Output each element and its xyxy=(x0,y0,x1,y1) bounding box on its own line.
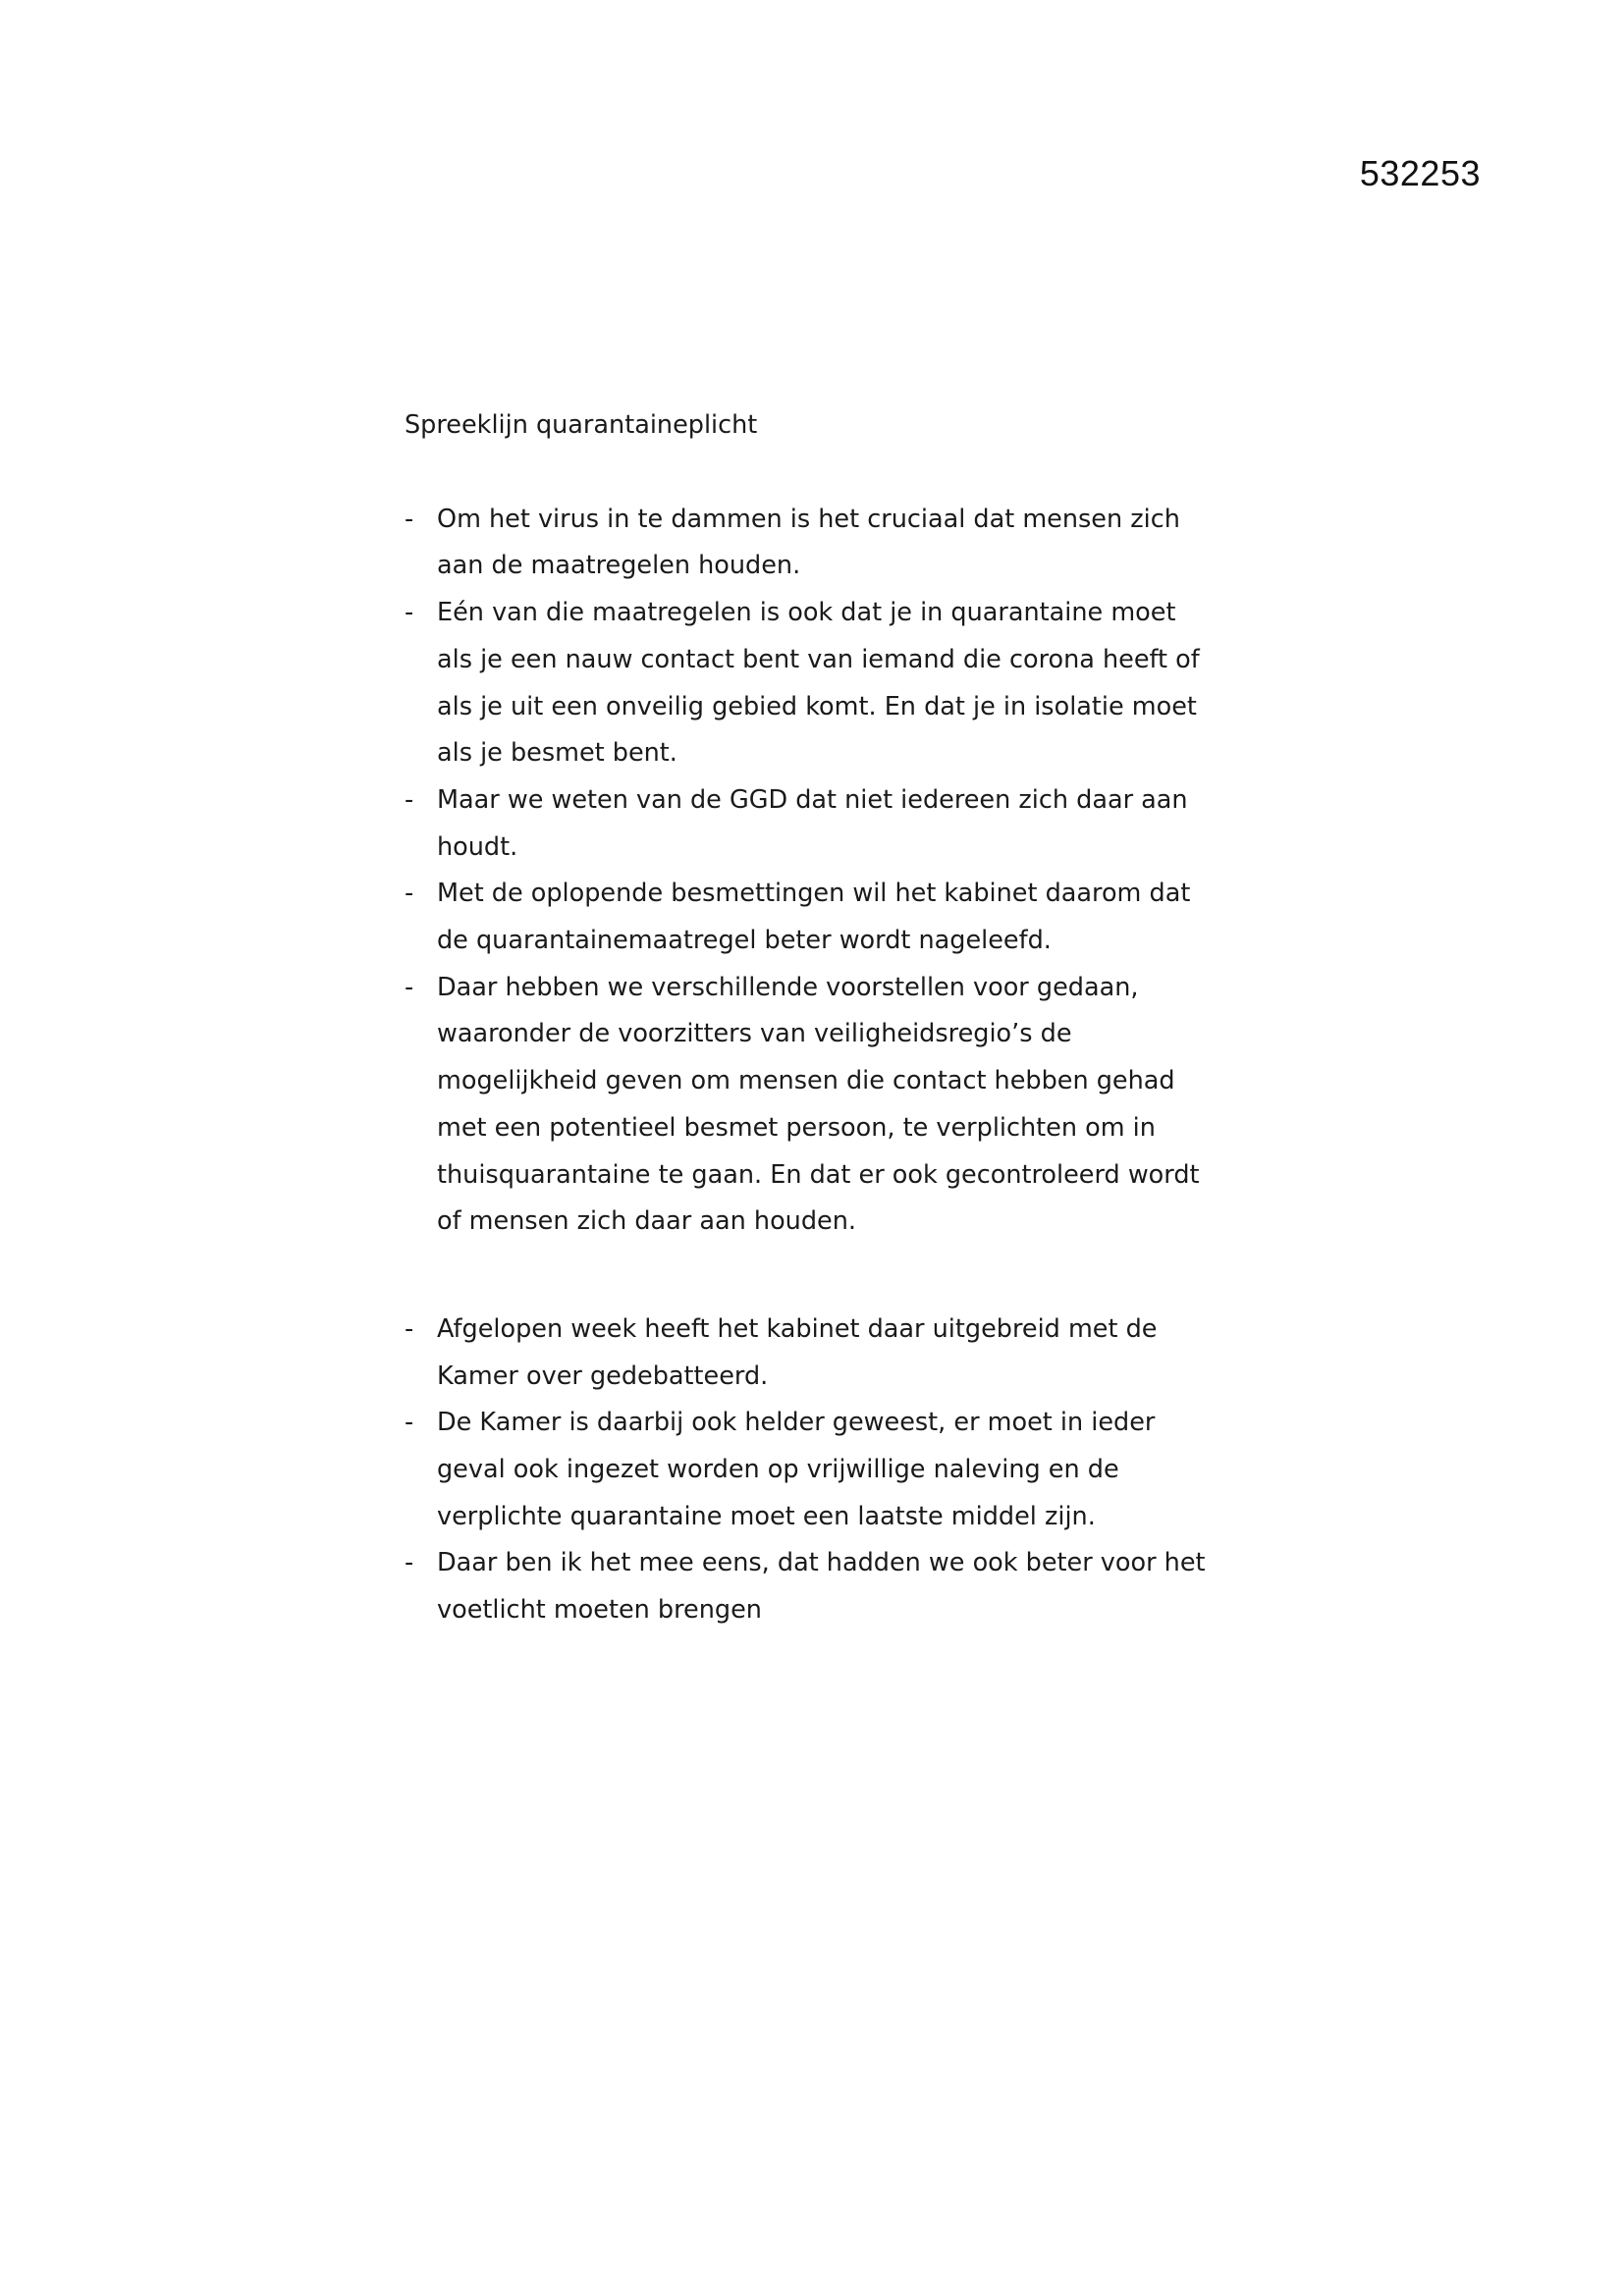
text-line: Maar we weten van de GGD dat niet iedereen zich daar aan xyxy=(437,784,1188,815)
list-item xyxy=(405,871,1249,964)
document-body xyxy=(405,402,1249,1634)
text-line: Met de oplopende besmettingen wil het kabinet daarom dat xyxy=(437,879,1191,909)
text-line: De Kamer is daarbij ook helder geweest, er moet in ieder xyxy=(437,1408,1156,1438)
bullet-dash: - xyxy=(405,972,414,1002)
text-line: als je uit een onveilig gebied komt. En dat je in isolatie moet xyxy=(437,691,1197,721)
bullet-dash: - xyxy=(405,1313,414,1344)
text-line: Eén van die maatregelen is ook dat je in quarantaine moet xyxy=(437,598,1176,628)
text-line: of mensen zich daar aan houden. xyxy=(437,1206,856,1237)
text-line: als je besmet bent. xyxy=(437,738,677,769)
text-line: Kamer over gedebatteerd. xyxy=(437,1361,769,1391)
text-line: Om het virus in te dammen is het cruciaal dat mensen zich xyxy=(437,504,1180,534)
list-item xyxy=(405,1307,1249,1400)
list-item xyxy=(405,1400,1249,1540)
text-line: Daar hebben we verschillende voorstellen voor gedaan, xyxy=(437,972,1139,1002)
text-line: geval ook ingezet worden op vrijwillige naleving en de xyxy=(437,1455,1119,1485)
text-line: als je een nauw contact bent van iemand die corona heeft of xyxy=(437,644,1200,674)
text-line: voetlicht moeten brengen xyxy=(437,1595,762,1626)
text-line: thuisquarantaine te gaan. En dat er ook gecontroleerd wordt xyxy=(437,1159,1200,1190)
text-line: mogelijkheid geven om mensen die contact hebben gehad xyxy=(437,1066,1175,1096)
list-item xyxy=(405,497,1249,590)
text-line: houdt. xyxy=(437,831,518,862)
text-line: aan de maatregelen houden. xyxy=(437,551,801,581)
bullet-dash: - xyxy=(405,504,414,534)
text-line: de quarantainemaatregel beter wordt nageleefd. xyxy=(437,926,1052,956)
bullet-list-section-2 xyxy=(405,1307,1249,1634)
bullet-list-section-1 xyxy=(405,497,1249,1246)
list-item xyxy=(405,1540,1249,1633)
text-line: met een potentieel besmet persoon, te verplichten om in xyxy=(437,1112,1156,1143)
text-line: waaronder de voorzitters van veiligheidsregio’s de xyxy=(437,1019,1072,1049)
document-title: Spreeklijn quarantaineplicht xyxy=(405,410,758,440)
list-item xyxy=(405,590,1249,777)
text-line: Daar ben ik het mee eens, dat hadden we ook beter voor het xyxy=(437,1548,1206,1578)
list-item xyxy=(405,965,1249,1246)
bullet-dash: - xyxy=(405,1408,414,1438)
document-number: 532253 xyxy=(1359,153,1481,193)
text-line: Afgelopen week heeft het kabinet daar uitgebreid met de xyxy=(437,1313,1158,1344)
bullet-dash: - xyxy=(405,598,414,628)
bullet-dash: - xyxy=(405,784,414,815)
text-line: verplichte quarantaine moet een laatste middel zijn. xyxy=(437,1501,1096,1531)
bullet-dash: - xyxy=(405,879,414,909)
bullet-dash: - xyxy=(405,1548,414,1578)
list-item xyxy=(405,777,1249,871)
